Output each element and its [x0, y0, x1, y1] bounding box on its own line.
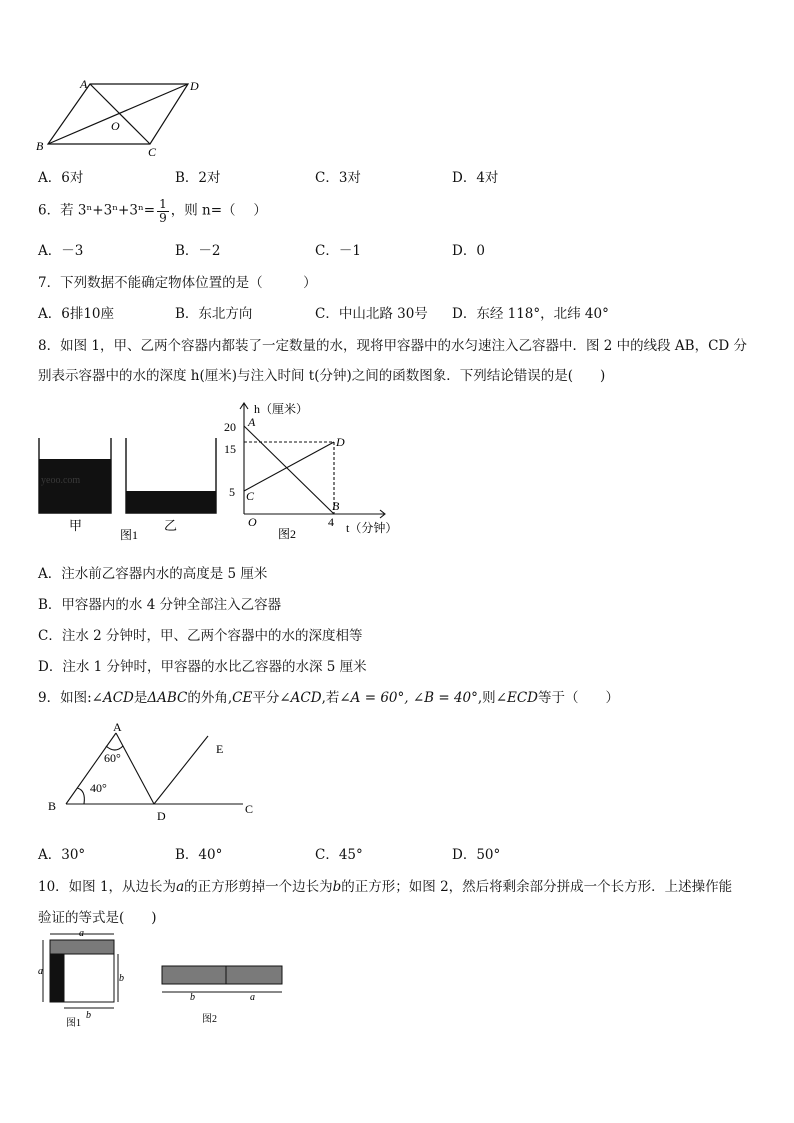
q6-stem-post: ，则 n=（ ）	[170, 202, 267, 219]
q6-frac-den: 9	[159, 210, 167, 225]
y-axis-label: h（厘米）	[254, 402, 309, 416]
segment-ab	[244, 426, 334, 514]
q9-stem	[38, 686, 619, 706]
q7-stem: 7．下列数据不能确定物体位置的是（ ）	[38, 275, 317, 291]
q7-option-d[interactable]: D．东经 118°，北纬 40°	[452, 306, 609, 322]
line-de	[154, 736, 208, 804]
q9-angle-acd-2: ∠ACD	[279, 690, 322, 706]
q7-option-c[interactable]: C．中山北路 30号	[315, 306, 428, 322]
q5-option-a[interactable]: A．6对	[38, 170, 84, 186]
q10-fig2-caption: 图2	[202, 1014, 217, 1025]
label-c: C	[148, 145, 157, 159]
dim-label-bottom: b	[86, 1010, 91, 1021]
label-yi: 乙	[164, 518, 178, 533]
q7-option-a[interactable]: A．6排10座	[38, 306, 115, 322]
label-jia: 甲	[69, 518, 83, 533]
q10-stem-c: 的正方形；如图 2，然后将剩余部分拼成一个长方形．上述操作能	[341, 879, 733, 895]
y-tick-5: 5	[229, 485, 235, 499]
label-a: A	[80, 77, 88, 91]
q10-var-a: a	[176, 879, 185, 895]
removed-strip-left	[50, 954, 64, 1002]
q9-stem-g: 平分	[252, 690, 280, 706]
q9-stem-i: ,若	[321, 690, 340, 706]
q10-stem-line2: 验证的等式是( )	[38, 910, 157, 926]
parallelogram-figure	[30, 76, 210, 160]
q8-figure2	[224, 398, 410, 544]
dim-label-right: b	[119, 973, 124, 984]
fig2-caption: 图2	[278, 527, 297, 541]
point-c: C	[245, 802, 254, 816]
label-o: O	[111, 119, 120, 133]
q5-option-c[interactable]: C．3对	[315, 170, 361, 186]
q9-given-angles: ∠A = 60°, ∠B = 40°	[339, 690, 478, 706]
angle-arc-a	[106, 746, 123, 750]
q9-figure	[40, 718, 270, 828]
q6-stem	[38, 198, 267, 224]
q8-option-c[interactable]: C．注水 2 分钟时，甲、乙两个容器中的水的深度相等	[38, 628, 363, 644]
angle-arc-b	[77, 788, 84, 804]
q9-option-b[interactable]: B．40°	[175, 847, 223, 863]
q5-option-b[interactable]: B．2对	[175, 170, 221, 186]
y-tick-15: 15	[224, 442, 236, 456]
dim-label-left: a	[38, 966, 43, 977]
q8-option-b[interactable]: B．甲容器内的水 4 分钟全部注入乙容器	[38, 597, 282, 613]
point-c: C	[246, 489, 255, 503]
dim-label-top: a	[79, 928, 84, 939]
vertex-b: B	[48, 799, 57, 813]
q6-option-d[interactable]: D．0	[452, 243, 485, 259]
container-yi	[126, 438, 216, 513]
label-b: B	[36, 139, 44, 153]
q8-stem-line2: 别表示容器中的水的深度 h(厘米)与注入时间 t(分钟)之间的函数图象．下列结论错误的是( )	[38, 368, 606, 384]
dim-label-b: b	[190, 992, 195, 1003]
q9-option-d[interactable]: D．50°	[452, 847, 501, 863]
angle-60: 60°	[104, 751, 121, 765]
q9-option-c[interactable]: C．45°	[315, 847, 363, 863]
q9-option-a[interactable]: A．30°	[38, 847, 86, 863]
q9-stem-m: 等于（ ）	[538, 690, 620, 706]
q9-stem-k: ,则	[477, 690, 496, 706]
q9-angle-ecd: ∠ECD	[495, 690, 539, 706]
q9-stem-e: 的外角,	[187, 690, 233, 706]
q8-figure1	[34, 432, 226, 544]
fig1-caption: 图1	[120, 528, 139, 542]
origin-o: O	[248, 515, 257, 529]
q6-frac-num: 1	[159, 197, 167, 211]
point-d: D	[157, 809, 166, 823]
q8-stem-line1: 8．如图 1，甲、乙两个容器内都装了一定数量的水，现将甲容器中的水匀速注入乙容器中．图 2 中的线段 AB，CD 分	[38, 338, 748, 354]
vertex-a: A	[113, 720, 122, 734]
x-tick-4: 4	[328, 515, 334, 529]
container-jia	[39, 438, 111, 513]
line-ad	[116, 733, 154, 804]
dim-label-a: a	[250, 992, 255, 1003]
q10-figure1	[34, 928, 134, 1030]
q10-var-b: b	[332, 879, 342, 895]
q6-option-c[interactable]: C．－1	[315, 243, 361, 259]
q7-option-b[interactable]: B．东北方向	[175, 306, 253, 322]
point-a: A	[248, 415, 256, 429]
q9-stem-a: 9．如图:	[38, 690, 92, 706]
point-d: D	[336, 435, 345, 449]
q6-fraction	[157, 198, 169, 224]
q9-ce: CE	[232, 690, 253, 706]
q5-option-d[interactable]: D．4对	[452, 170, 499, 186]
rectangle	[162, 966, 282, 984]
diagonal-ac	[90, 84, 150, 144]
label-d: D	[190, 79, 199, 93]
q6-option-a[interactable]: A．－3	[38, 243, 84, 259]
q10-stem-a: 10．如图 1，从边长为	[38, 879, 177, 895]
q6-option-b[interactable]: B．－2	[175, 243, 221, 259]
q10-stem-b: 的正方形剪掉一个边长为	[184, 879, 333, 895]
angle-40: 40°	[90, 781, 107, 795]
q10-fig1-caption: 图1	[66, 1018, 81, 1029]
q10-stem-line1	[38, 875, 732, 895]
q6-stem-pre: 6．若 3ⁿ+3ⁿ+3ⁿ=	[38, 202, 156, 219]
q10-figure2	[156, 960, 290, 1026]
point-e: E	[216, 742, 224, 756]
removed-strip-top	[50, 940, 114, 954]
q8-option-a[interactable]: A．注水前乙容器内水的高度是 5 厘米	[38, 566, 268, 582]
segment-cd	[244, 442, 334, 491]
q9-stem-c: 是	[133, 690, 148, 706]
watermark: yeoo.com	[41, 475, 81, 486]
x-axis-label: t（分钟）	[346, 521, 398, 535]
q9-triangle: ΔABC	[147, 690, 188, 706]
q8-option-d[interactable]: D．注水 1 分钟时，甲容器的水比乙容器的水深 5 厘米	[38, 659, 367, 675]
point-b: B	[332, 499, 340, 513]
y-tick-20: 20	[224, 420, 236, 434]
q9-angle-acd: ∠ACD	[91, 690, 134, 706]
